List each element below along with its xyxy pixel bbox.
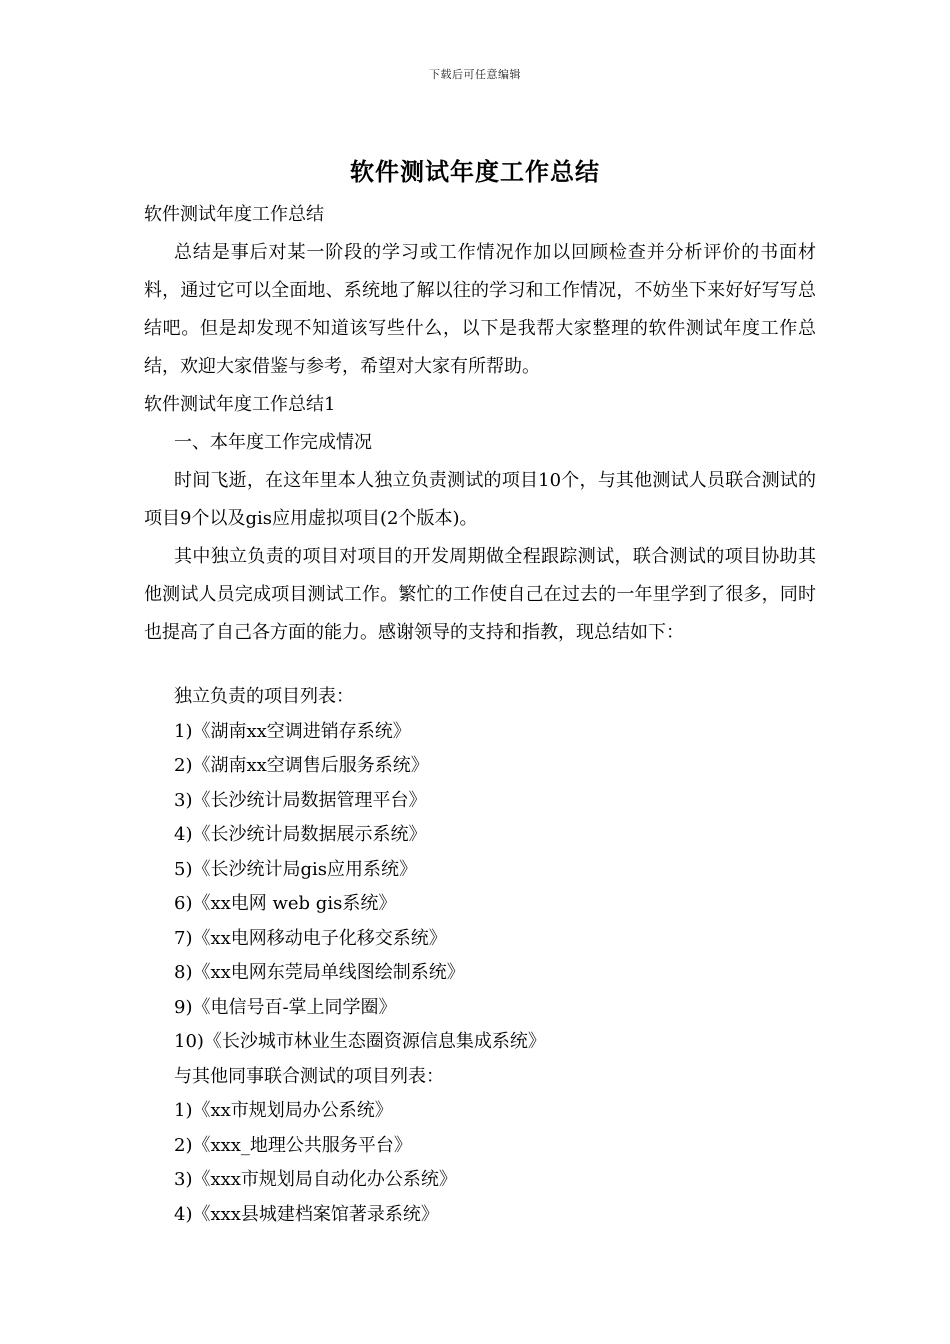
subtitle: 软件测试年度工作总结 <box>144 204 324 225</box>
list-item: 7)《xx电网移动电子化移交系统》 <box>174 927 447 949</box>
joint-projects-list <box>144 1094 816 1232</box>
list-item: 10)《长沙城市林业生态圈资源信息集成系统》 <box>174 1031 546 1052</box>
paragraph-2: 其中独立负责的项目对项目的开发周期做全程跟踪测试，联合测试的项目协助其他测试人员完成项目测试工作。繁忙的工作使自己在过去的一年里学到了很多，同时也提高了自己各方面的能力。感谢领导的支持和指教，现总结如下： <box>144 546 816 643</box>
subsection-title: 一、本年度工作完成情况 <box>174 432 372 453</box>
list-item: 3)《长沙统计局数据管理平台》 <box>174 789 427 811</box>
list-item: 5)《长沙统计局gis应用系统》 <box>174 858 417 880</box>
list-item: 4)《xxx县城建档案馆著录系统》 <box>174 1203 439 1225</box>
list-item: 3)《xxx市规划局自动化办公系统》 <box>174 1169 457 1190</box>
list-item: 2)《湖南xx空调售后服务系统》 <box>174 755 429 776</box>
list-item: 4)《长沙统计局数据展示系统》 <box>174 824 427 845</box>
list-item: 2)《xxx_地理公共服务平台》 <box>174 1134 412 1156</box>
list-item: 8)《xx电网东莞局单线图绘制系统》 <box>174 962 465 983</box>
list-item: 9)《电信号百-掌上同学圈》 <box>174 996 397 1018</box>
section-title: 软件测试年度工作总结1 <box>144 394 336 415</box>
header-note: 下载后可任意编辑 <box>429 68 521 81</box>
list-item: 1)《xx市规划局办公系统》 <box>174 1100 393 1121</box>
joint-projects-heading: 与其他同事联合测试的项目列表： <box>174 1065 444 1087</box>
document-title: 软件测试年度工作总结 <box>350 157 600 186</box>
intro-paragraph: 总结是事后对某一阶段的学习或工作情况作加以回顾检查并分析评价的书面材料，通过它可以全面地、系统地了解以往的学习和工作情况，不妨坐下来好好写写总结吧。但是却发现不知道该写些什么，以下是我帮大家整理的软件测试年度工作总结，欢迎大家借鉴与参考，希望对大家有所帮助。 <box>144 242 816 377</box>
paragraph-1: 时间飞逝，在这年里本人独立负责测试的项目10个，与其他测试人员联合测试的项目9个以及gis应用虚拟项目(2个版本)。 <box>144 470 816 529</box>
document-body <box>144 196 816 1232</box>
independent-projects-list <box>144 715 816 1060</box>
list-item: 1)《湖南xx空调进销存系统》 <box>174 720 411 742</box>
independent-projects-heading: 独立负责的项目列表： <box>174 686 354 707</box>
spacer <box>144 652 816 680</box>
list-item: 6)《xx电网 web gis系统》 <box>174 893 397 914</box>
